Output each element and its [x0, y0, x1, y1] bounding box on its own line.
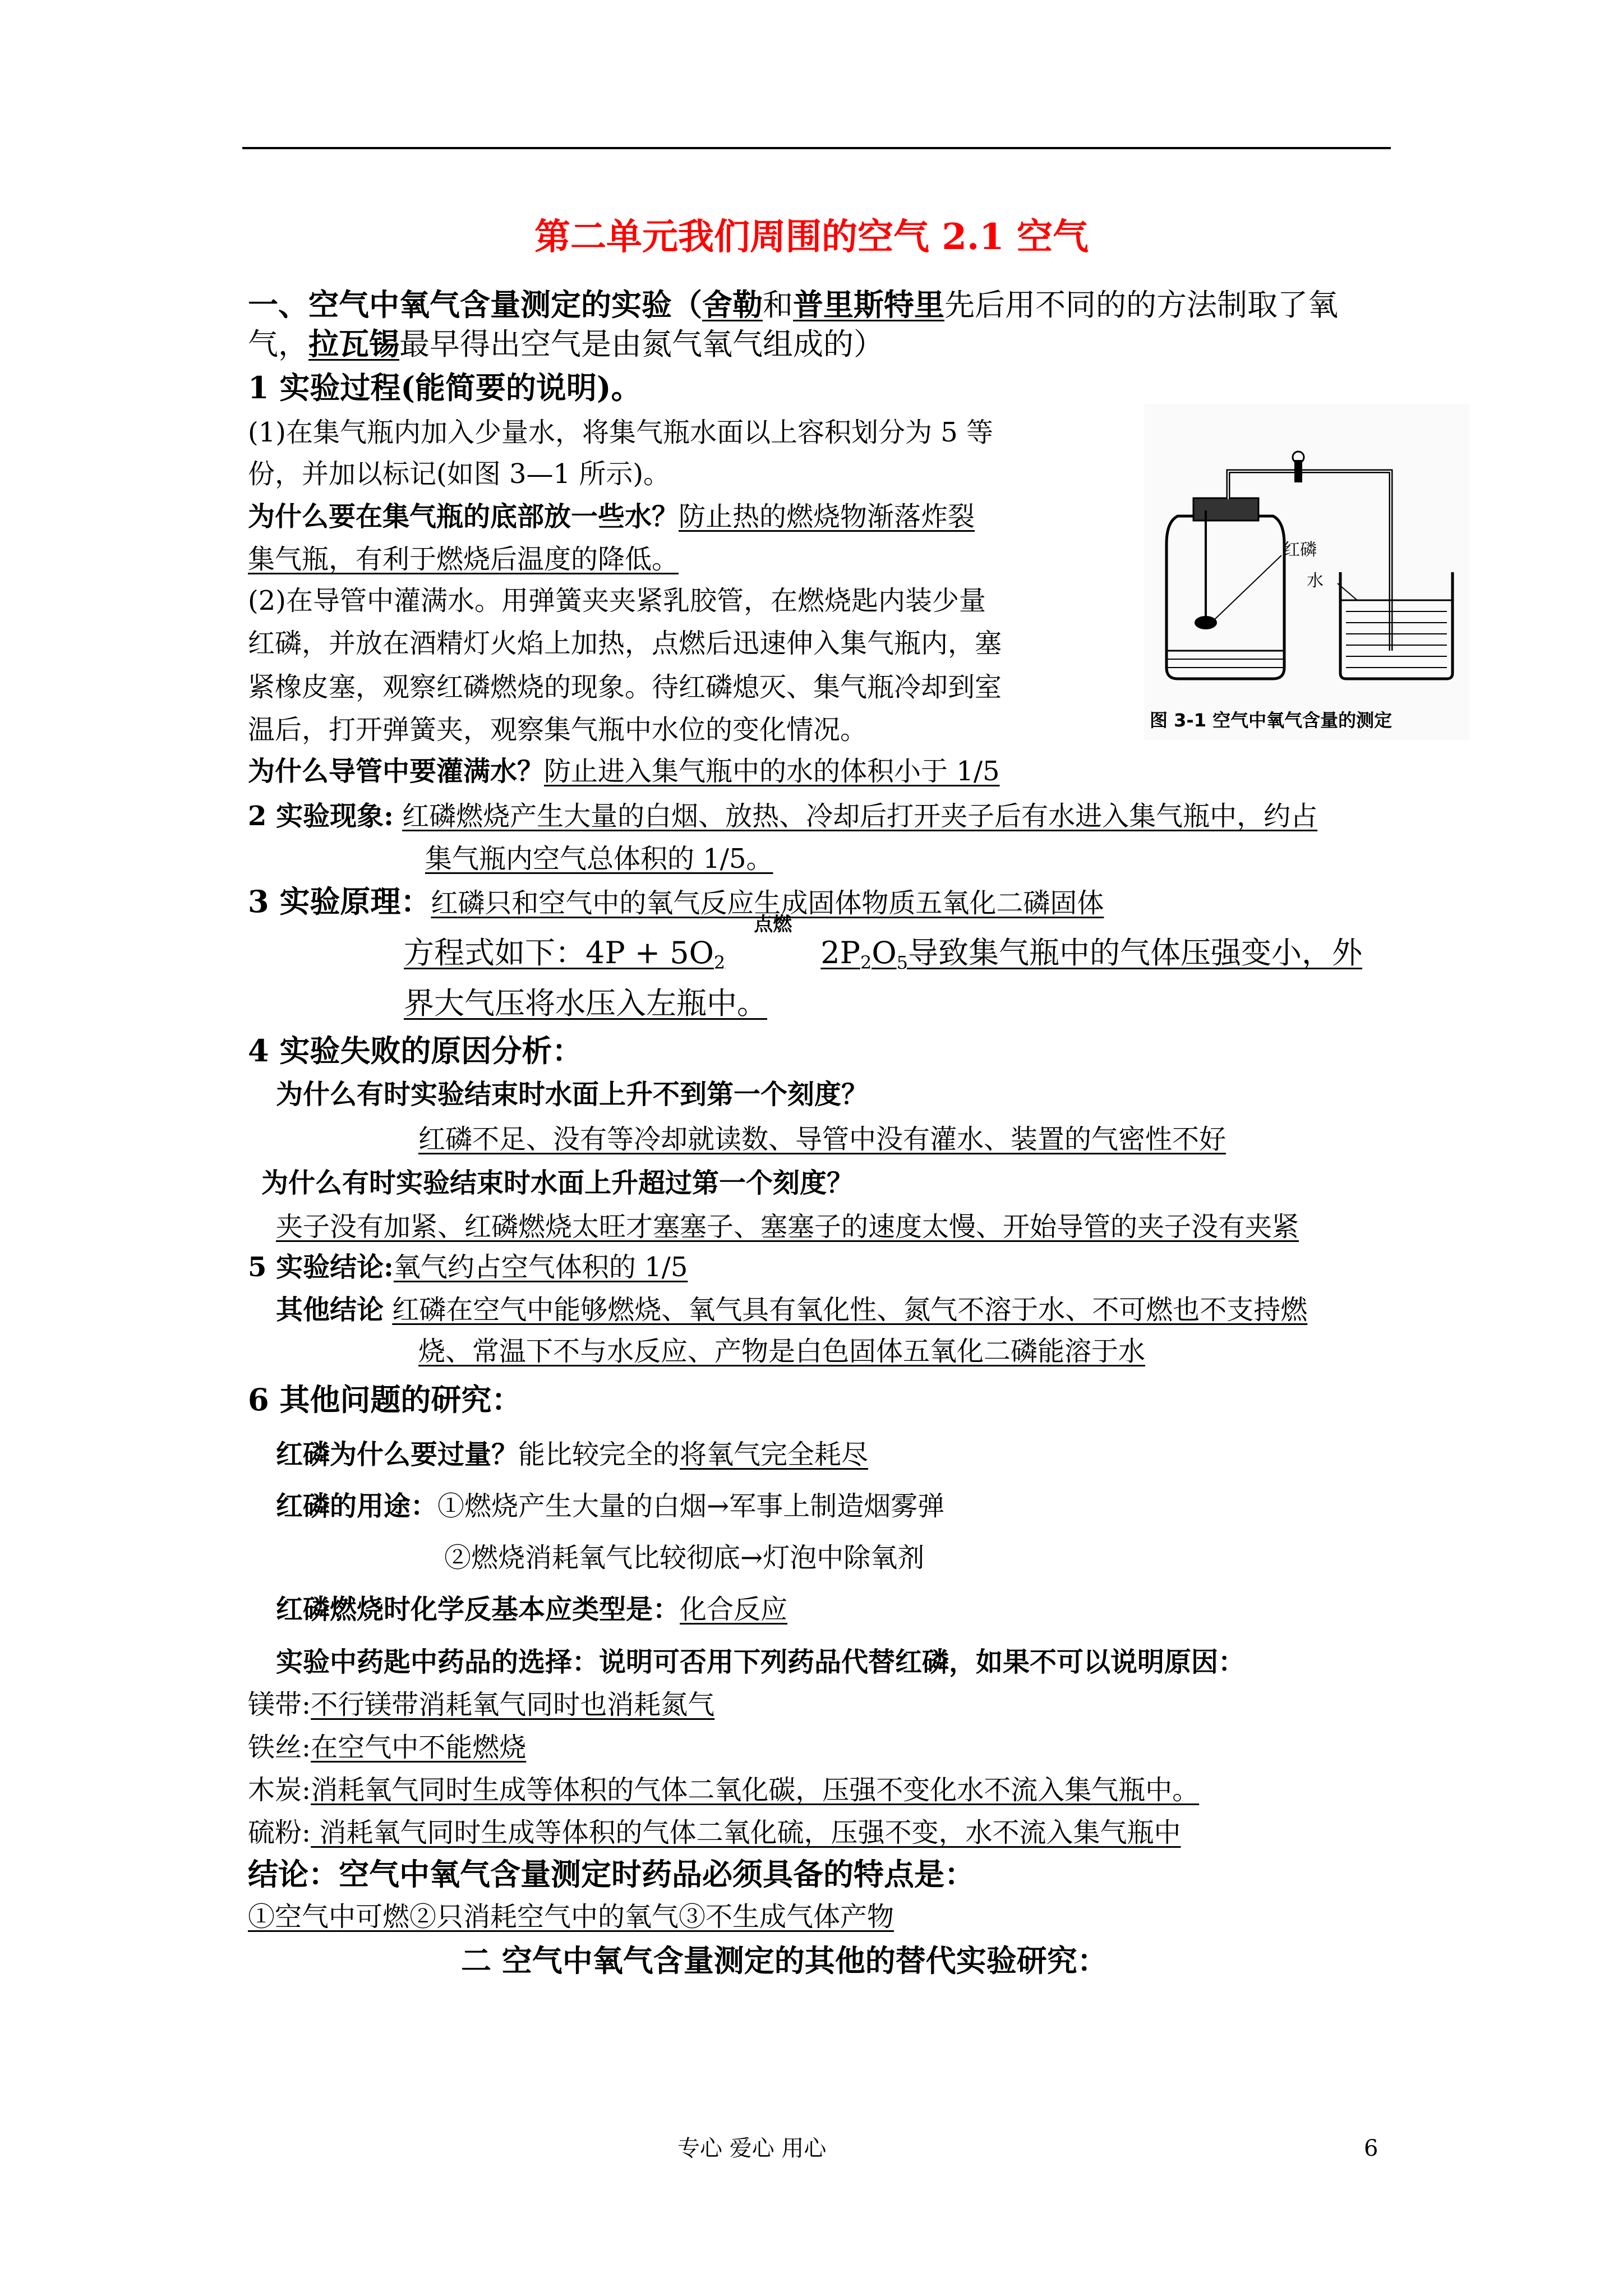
- s6-type: 红磷燃烧时化学反基本应类型是：化合反应: [276, 1594, 788, 1625]
- s4-a2: 夹子没有加紧、红磷燃烧太旺才塞塞子、塞塞子的速度太慢、开始导管的夹子没有夹紧: [276, 1211, 1299, 1243]
- s6-use2: ②燃烧消耗氧气比较彻底→灯泡中除氧剂: [444, 1542, 925, 1573]
- sec2-heading: 二 空气中氧气含量测定的其他的替代实验研究：: [461, 1943, 1108, 1978]
- s6-c: 木炭:消耗氧气同时生成等体积的气体二氧化碳，压强不变化水不流入集气瓶中。: [248, 1774, 1200, 1806]
- conclusion-heading: 结论：空气中氧气含量测定时药品必须具备的特点是：: [248, 1856, 975, 1892]
- page-number: 6: [1364, 2136, 1378, 2161]
- apparatus-figure: [1144, 404, 1469, 740]
- s4-a1: 红磷不足、没有等冷却就读数、导管中没有灌水、装置的气密性不好: [418, 1124, 1227, 1155]
- sec1-line1: 一、空气中氧气含量测定的实验（舍勒和普里斯特里先后用不同的的方法制取了氧: [248, 287, 1338, 323]
- s5-line1: 5 实验结论:氧气约占空气体积的 1/5: [248, 1251, 688, 1283]
- s1-q2-line: 为什么导管中要灌满水？防止进入集气瓶中的水的体积小于 1/5: [248, 756, 1000, 787]
- s5-other2: 烧、常温下不与水反应、产物是白色固体五氧化二磷能溶于水: [418, 1336, 1146, 1367]
- footer-motto: 专心 爱心 用心: [677, 2136, 827, 2161]
- s1-p2d: 温后，打开弹簧夹，观察集气瓶中水位的变化情况。: [248, 714, 868, 746]
- s6-s: 硫粉: 消耗氧气同时生成等体积的气体二氧化硫，压强不变，水不流入集气瓶中: [248, 1817, 1181, 1848]
- s6-heading: 6 其他问题的研究：: [248, 1382, 522, 1418]
- label-red-phosphorus: 红磷: [1283, 540, 1317, 560]
- s1-q1-line: 为什么要在集气瓶的底部放一些水？防止热的燃烧物渐落炸裂: [248, 501, 975, 532]
- apparatus-drawing: [1144, 404, 1469, 740]
- s3-equation: 方程式如下：$4P + 5O_2$ 点燃 $2P_2O_5$导致集气瓶中的气体压强变小，外: [404, 913, 1362, 973]
- s1-p1b: 份，并加以标记(如图 3—1 所示)。: [248, 458, 671, 490]
- header-rule: [242, 147, 1391, 149]
- label-water: 水: [1307, 571, 1324, 591]
- s1-a1b: 集气瓶，有利于燃烧后温度的降低。: [248, 544, 679, 575]
- s1-p2b: 红磷，并放在酒精灯火焰上加热，点燃后迅速伸入集气瓶内，塞: [248, 628, 1002, 659]
- s3-line1: 3 实验原理：红磷只和空气中的氧气反应生成固体物质五氧化二磷固体: [248, 884, 1104, 919]
- s1-p1a: (1)在集气瓶内加入少量水，将集气瓶水面以上容积划分为 5 等: [248, 417, 994, 448]
- s1-p2c: 紧橡皮塞，观察红磷燃烧的现象。待红磷熄灭、集气瓶冷却到室: [248, 671, 1002, 703]
- s4-q2: 为什么有时实验结束时水面上升超过第一个刻度？: [261, 1167, 854, 1199]
- reaction-condition: 点燃: [754, 913, 792, 936]
- s1-p2a: (2)在导管中灌满水。用弹簧夹夹紧乳胶管，在燃烧匙内装少量: [248, 585, 986, 616]
- page-title: 第二单元我们周围的空气 2.1 空气: [534, 216, 1089, 258]
- figure-caption: 图 3-1 空气中氧气含量的测定: [1150, 710, 1393, 731]
- sec1-line2: 气，拉瓦锡最早得出空气是由氮气氧气组成的）: [248, 326, 884, 362]
- s2-line1: 2 实验现象: 红磷燃烧产生大量的白烟、放热、冷却后打开夹子后有水进入集气瓶中，约占: [248, 800, 1318, 832]
- s4-q1: 为什么有时实验结束时水面上升不到第一个刻度？: [276, 1079, 869, 1110]
- s5-other1: 其他结论 红磷在空气中能够燃烧、氧气具有氧化性、氮气不溶于水、不可燃也不支持燃: [276, 1294, 1308, 1326]
- s3-line3: 界大气压将水压入左瓶中。: [404, 986, 767, 1021]
- s2-line2: 集气瓶内空气总体积的 1/5。: [425, 843, 773, 875]
- s6-choice-q: 实验中药匙中药品的选择：说明可否用下列药品代替红磷，如果不可以说明原因：: [276, 1646, 1246, 1678]
- s1-heading: 1 实验过程(能简要的说明)。: [248, 370, 642, 406]
- conclusion-items: ①空气中可燃②只消耗空气中的氧气③不生成气体产物: [248, 1901, 895, 1932]
- s6-q1-line: 红磷为什么要过量？能比较完全的将氧气完全耗尽: [276, 1439, 869, 1470]
- s4-heading: 4 实验失败的原因分析：: [248, 1033, 583, 1069]
- s6-use1: 红磷的用途：①燃烧产生大量的白烟→军事上制造烟雾弹: [276, 1490, 945, 1522]
- s6-fe: 铁丝:在空气中不能燃烧: [248, 1732, 527, 1763]
- s6-mg: 镁带:不行镁带消耗氧气同时也消耗氮气: [248, 1689, 715, 1720]
